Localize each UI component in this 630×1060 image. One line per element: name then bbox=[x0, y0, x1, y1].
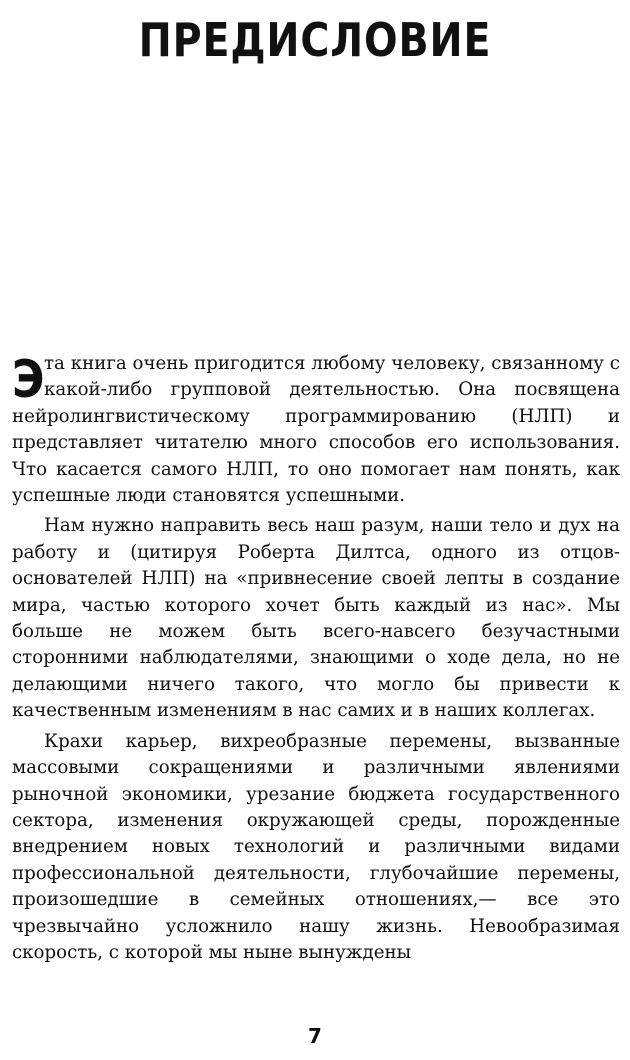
page-number: 7 bbox=[308, 1024, 322, 1048]
body-text bbox=[12, 351, 620, 966]
drop-cap: Э bbox=[12, 350, 45, 410]
paragraph-3: Крахи карьер, вихреобразные перемены, вызванные массовыми сокращениями и различными явлениями рыночной экономики, урезание бюджета государственного сектора, изменения окружающей среды, порожденные внедрением новых технологий и различными видами профессиональной деятельности, глубочайшие перемены, произошедшие в семейных отношениях,— все это чрезвычайно усложнило нашу жизнь. Невообразимая скорость, с которой мы ныне вынуждены bbox=[12, 730, 620, 963]
paragraph-1-text: та книга очень пригодится любому человеку, связанному с какой-либо групповой деятельностью. Она посвящена нейролингвистическому программированию (НЛП) и представляет читателю много способов его использования. Что касается самого НЛП, то оно помогает нам понять, как успешные люди становятся успешными. bbox=[12, 353, 620, 507]
chapter-title: ПРЕДИСЛОВИЕ bbox=[138, 13, 492, 67]
paragraph-1 bbox=[12, 351, 620, 509]
paragraph-2: Нам нужно направить весь наш разум, наши тело и дух на работу и (цитируя Роберта Дилтса, одного из отцов-основателей НЛП) на «привнесение своей лепты в создание мира, частью которого хочет быть каждый из нас». Мы больше не можем быть всего-навсего безучастными сторонними наблюдателями, знающими о ходе дела, но не делающими ничего такого, что могло бы привести к качественным изменениям в нас самих и в наших коллегах. bbox=[12, 515, 620, 722]
